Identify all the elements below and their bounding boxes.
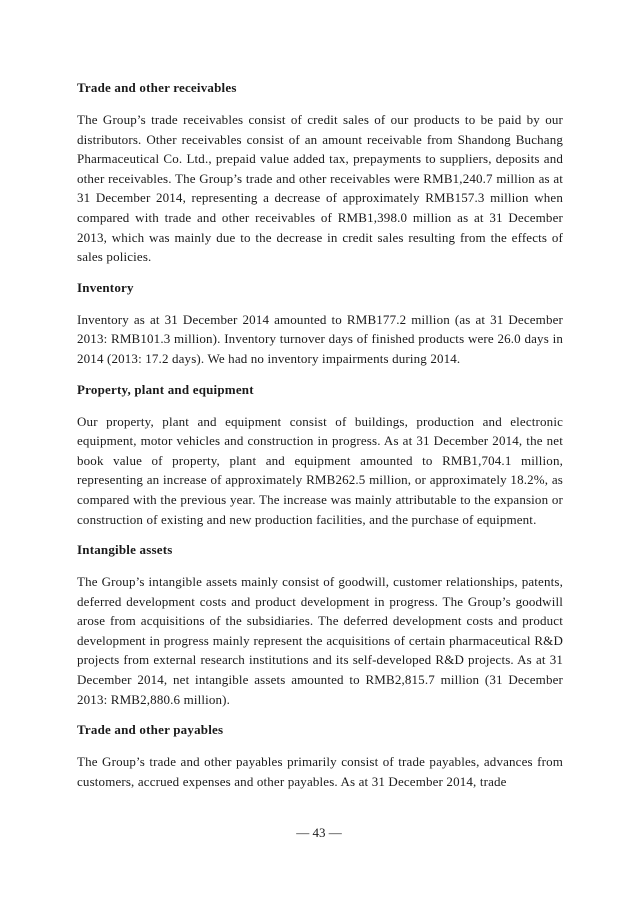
section-heading-trade-receivables: Trade and other receivables bbox=[77, 80, 237, 95]
section-body-trade-receivables: The Group’s trade receivables consist of credit sales of our products to be paid by our distributors. Other receivables consist of an amount receivable from Shandong Buchang Pharmaceutical Co. Ltd., prepaid value added tax, prepayments to suppliers, deposits and other receivables. The Group’s trade and other receivables were RMB1,240.7 million as at 31 December 2014, representing a decrease of approximately RMB157.3 million when compared with trade and other receivables of RMB1,398.0 million as at 31 December 2013, which was mainly due to the decrease in credit sales resulting from the effects of sales policies. bbox=[77, 112, 563, 265]
section-body-inventory: Inventory as at 31 December 2014 amounted to RMB177.2 million (as at 31 December 2013: RMB101.3 million). Inventory turnover days of finished products were 26.0 days in 2014 (2013: 17.2 days). We had no inventory impairments during 2014. bbox=[77, 311, 563, 366]
document-page bbox=[77, 78, 563, 802]
section-body-trade-payables: The Group’s trade and other payables primarily consist of trade payables, advances from customers, accrued expenses and other payables. As at 31 December 2014, trade bbox=[77, 754, 563, 789]
section-heading-inventory: Inventory bbox=[77, 279, 134, 295]
page-number: — 43 — bbox=[296, 825, 342, 840]
section-heading-intangible-assets: Intangible assets bbox=[77, 542, 173, 558]
section-heading-property-plant-equipment: Property, plant and equipment bbox=[77, 381, 254, 397]
section-heading-trade-payables: Trade and other payables bbox=[77, 722, 224, 738]
section-body-intangible-assets: The Group’s intangible assets mainly consist of goodwill, customer relationships, patents, deferred development costs and product development in progress. The Group’s goodwill arose from acquisitions of the subsidiaries. The deferred development costs and product development in progress mainly represent the acquisitions of certain pharmaceutical R&D projects from external research institutions and its self-developed R&D projects. As at 31 December 2014, net intangible assets amounted to RMB2,815.7 million (31 December 2013: RMB2,880.6 million). bbox=[77, 574, 563, 707]
section-body-property-plant-equipment: Our property, plant and equipment consist of buildings, production and electronic equipment, motor vehicles and construction in progress. As at 31 December 2014, the net book value of property, plant and equipment amounted to RMB1,704.1 million, representing an increase of approximately RMB262.5 million, or approximately 18.2%, as compared with the previous year. The increase was mainly attributable to the expansion or construction of existing and new production facilities, and the purchase of equipment. bbox=[77, 413, 563, 527]
